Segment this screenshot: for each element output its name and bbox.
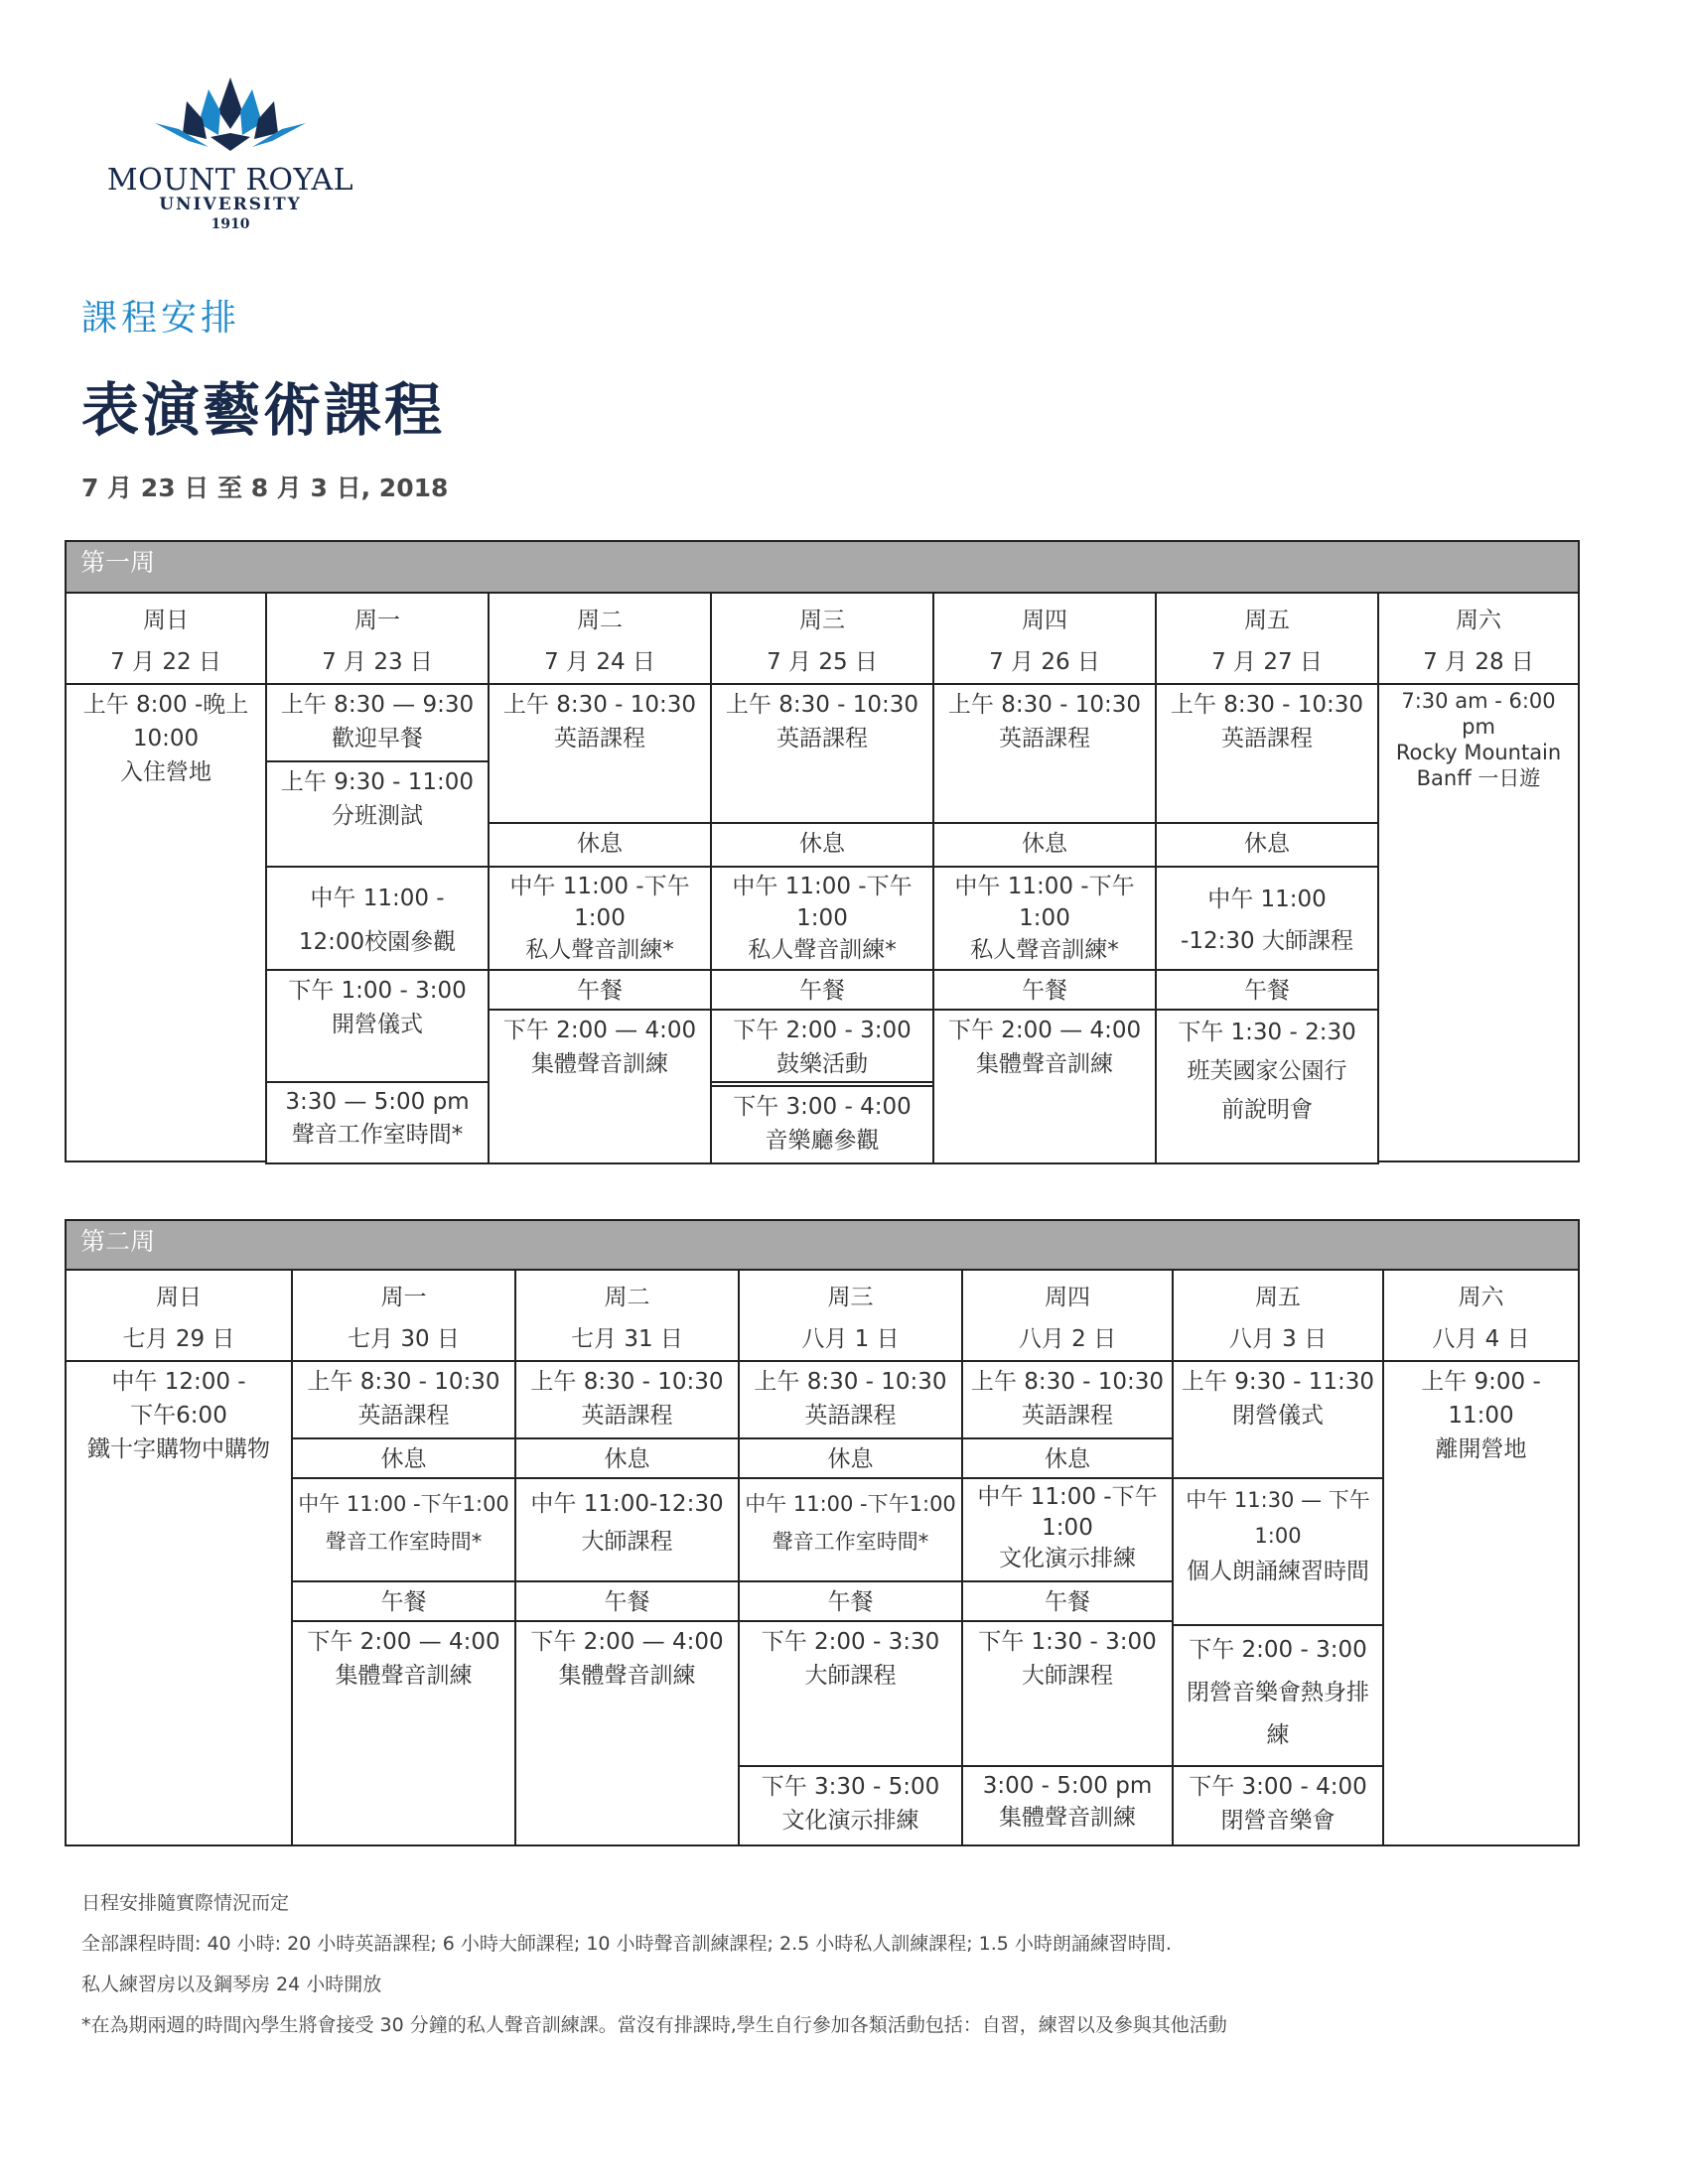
cell-line: 11:00 [1448,1403,1514,1429]
schedule-cell [711,823,933,867]
schedule-cell [292,1478,515,1581]
schedule-cell [1173,1361,1383,1478]
cell-line: 集體聲音訓練 [558,1663,696,1689]
cell-line: 下午 3:00 - 4:00 [733,1094,912,1120]
cell-line: 下午 2:00 — 4:00 [502,1018,697,1043]
cell-line: 上午 8:30 - 10:30 [947,692,1142,718]
day-header [266,593,489,684]
cell-line: 1:00 [1019,905,1070,931]
cell-line: 聲音工作室時間* [291,1122,464,1148]
schedule-cell [489,970,711,1010]
cell-line: 集體聲音訓練 [999,1805,1136,1831]
day-name: 周日 [156,1285,202,1310]
cell-line: 分班測試 [332,803,423,829]
cell-line: 下午 3:30 - 5:00 [761,1774,940,1800]
cell-line: 午餐 [1244,978,1290,1004]
schedule-cell [739,1478,962,1581]
day-date: 7 月 26 日 [989,649,1100,675]
cell-line: 上午 8:30 - 10:30 [1170,692,1364,718]
cell-line: 上午 9:30 - 11:30 [1181,1369,1375,1395]
footnotes [81,1890,1227,2053]
schedule-cell [1383,1361,1579,1845]
day-header [515,1270,739,1361]
schedule-cell [933,1010,1156,1163]
cell-line: 大師課程 [1022,1663,1113,1689]
schedule-cell [292,1361,515,1438]
day-date: 八月 2 日 [1018,1326,1117,1352]
cell-line: 午餐 [1045,1589,1090,1615]
day-name: 周六 [1456,608,1501,633]
cell-line: Banff 一日遊 [1416,766,1541,790]
page-subtitle: 課程安排 [81,298,241,339]
cell-line: 3:00 - 5:00 pm [982,1773,1153,1799]
note-line: 私人練習房以及鋼琴房 24 小時開放 [81,1974,382,1995]
cell-line: 集體聲音訓練 [335,1663,473,1689]
cell-line: 英語課程 [357,1403,450,1429]
logo-university: UNIVERSITY [159,195,302,214]
cell-line: 12:00校園參觀 [298,928,457,955]
day-header [1173,1270,1383,1361]
cell-line: 中午 11:00 -下午 [509,874,690,899]
cell-line: 個人朗誦練習時間 [1187,1559,1369,1584]
day-name: 周一 [354,608,400,633]
cell-line: 休息 [1022,831,1067,857]
cell-line: 鐵十字購物中購物 [87,1436,270,1462]
cell-line: 中午 11:00 - [310,885,445,911]
day-header [1383,1270,1579,1361]
day-date: 七月 29 日 [122,1326,235,1352]
cell-line: 私人聲音訓練* [970,937,1119,963]
note-line: *在為期兩週的時間內學生將會接受 30 分鐘的私人聲音訓練課。當沒有排課時,學生自行參加各類活動包括：自習，練習以及參與其他活動 [81,2014,1227,2036]
schedule-cell [515,1438,739,1478]
cell-line: 離開營地 [1435,1436,1527,1462]
schedule-cell [266,970,489,1082]
cell-line: 班芙國家公園行 [1187,1058,1347,1084]
university-logo [103,71,361,242]
day-name: 周二 [577,608,623,633]
day-date: 7 月 27 日 [1211,649,1323,675]
cell-line: 聲音工作室時間* [772,1530,929,1554]
cell-line: 練 [1266,1722,1290,1748]
schedule-cell [489,867,711,970]
cell-line: 午餐 [577,978,623,1004]
cell-line: 下午 1:00 - 3:00 [288,978,467,1004]
schedule-cell [266,684,489,761]
cell-line: 休息 [1045,1446,1090,1472]
schedule-cell [739,1581,962,1621]
cell-line: 休息 [577,831,623,857]
cell-line: 英語課程 [1022,1403,1113,1429]
schedule-cell [66,1361,292,1845]
week2-table [65,1219,1580,1846]
schedule-cell [739,1438,962,1478]
schedule-cell [515,1478,739,1581]
day-name: 周二 [604,1285,650,1310]
cell-line: 午餐 [604,1589,650,1615]
cell-line: 前說明會 [1221,1097,1313,1123]
cell-line: 上午 8:30 - 10:30 [754,1369,947,1395]
cell-line: 上午 8:30 - 10:30 [502,692,697,718]
cell-line: 集體聲音訓練 [976,1051,1113,1077]
day-header [711,593,933,684]
day-name: 周五 [1255,1285,1301,1310]
cell-line: 7:30 am - 6:00 [1401,689,1556,713]
day-header [66,593,266,684]
schedule-cell [266,761,489,867]
cell-line: 上午 8:30 - 10:30 [530,1369,724,1395]
schedule-cell [962,1621,1173,1766]
cell-line: 中午 12:00 - [111,1369,246,1395]
cell-line: 歡迎早餐 [332,726,423,751]
cell-line: 中午 11:00 -下午 [732,874,913,899]
schedule-cell [489,684,711,823]
cell-line: 休息 [380,1446,427,1472]
day-name: 周日 [143,608,189,633]
cell-line: 1:00 [796,905,848,931]
week1-banner: 第一周 [66,541,1579,593]
cell-line: 午餐 [827,1589,874,1615]
day-date: 7 月 24 日 [544,649,655,675]
cell-line: 下午 2:00 — 4:00 [530,1629,724,1655]
schedule-cell [711,970,933,1010]
schedule-cell [739,1621,962,1766]
schedule-cell [1156,684,1378,823]
day-name: 周四 [1022,608,1067,633]
cell-line: 3:30 — 5:00 pm [285,1089,470,1115]
schedule-cell [1173,1478,1383,1625]
week1-table [65,540,1580,1164]
cell-line: 中午 11:00 -下午1:00 [745,1492,956,1516]
schedule-cell [962,1766,1173,1845]
cell-line: 下午6:00 [130,1403,227,1429]
schedule-cell [515,1621,739,1845]
day-header [1378,593,1579,684]
schedule-cell [933,970,1156,1010]
cell-line: 大師課程 [581,1529,673,1555]
schedule-cell [1156,823,1378,867]
schedule-cell [933,823,1156,867]
cell-line: 上午 8:30 - 10:30 [970,1369,1165,1395]
cell-line: 休息 [827,1446,874,1472]
schedule-cell [711,1086,933,1163]
cell-line: 中午 11:30 — 下午1:00 [1186,1488,1370,1548]
schedule-cell [933,684,1156,823]
cell-line: 中午 11:00 -下午1:00 [298,1492,509,1516]
cell-line: 下午 1:30 - 3:00 [978,1629,1157,1655]
schedule-cell [1173,1766,1383,1845]
cell-line: Rocky Mountain [1395,741,1562,764]
cell-line: 下午 2:00 — 4:00 [307,1629,500,1655]
day-header [489,593,711,684]
cell-line: 下午 1:30 - 2:30 [1178,1020,1356,1045]
logo-year: 1910 [211,216,250,232]
date-range: 7 月 23 日 至 8 月 3 日, 2018 [81,474,449,502]
cell-line: 閉營音樂會 [1220,1808,1336,1834]
cell-line: 中午 11:00 -下午 [977,1484,1158,1510]
day-name: 周三 [827,1285,874,1310]
cell-line: 上午 8:30 - 10:30 [725,692,919,718]
day-name: 周五 [1244,608,1290,633]
schedule-cell [266,867,489,970]
maple-leaf-logo-icon [149,71,312,155]
cell-line: 上午 8:30 — 9:30 [280,692,475,718]
cell-line: 文化演示排練 [781,1808,919,1834]
cell-line: 英語課程 [776,726,868,751]
schedule-cell [515,1361,739,1438]
day-header [66,1270,292,1361]
day-date: 7 月 22 日 [110,649,221,675]
schedule-cell [711,684,933,823]
day-name: 周四 [1045,1285,1090,1310]
schedule-cell [1378,684,1579,1161]
day-date: 7 月 25 日 [767,649,878,675]
schedule-cell [711,867,933,970]
cell-line: 1:00 [574,905,626,931]
cell-line: 鼓樂活動 [776,1051,868,1077]
logo-name: MOUNT ROYAL [106,163,354,198]
day-header [1156,593,1378,684]
schedule-cell [292,1621,515,1845]
cell-line: 英語課程 [554,726,645,751]
schedule-cell [739,1361,962,1438]
cell-line: 私人聲音訓練* [525,937,674,963]
day-header [962,1270,1173,1361]
cell-line: 休息 [1244,831,1290,857]
cell-line: 英語課程 [999,726,1090,751]
cell-line: 下午 2:00 - 3:00 [1189,1637,1367,1663]
day-header [933,593,1156,684]
note-line: 全部課程時間: 40 小時: 20 小時英語課程; 6 小時大師課程; 10 小時聲音訓練課程; 2.5 小時私人訓練課程; 1.5 小時朗誦練習時間. [81,1933,1172,1955]
cell-line: 中午 11:00 [1207,886,1327,912]
day-date: 7 月 23 日 [322,649,433,675]
schedule-cell [66,684,266,1161]
cell-line: 大師課程 [804,1663,897,1689]
cell-line: 午餐 [799,978,845,1004]
day-name: 周三 [799,608,845,633]
cell-line: 閉營儀式 [1232,1403,1324,1429]
cell-line: 10:00 [132,726,200,751]
day-name: 周一 [380,1285,427,1310]
cell-line: 午餐 [1022,978,1067,1004]
day-date: 七月 30 日 [348,1326,460,1352]
cell-line: 文化演示排練 [999,1546,1136,1571]
cell-line: -12:30 大師課程 [1181,927,1353,954]
cell-line: 下午 2:00 - 3:30 [761,1629,940,1655]
cell-line: 1:00 [1042,1515,1093,1541]
page-title: 表演藝術課程 [81,376,446,444]
day-date: 七月 31 日 [571,1326,683,1352]
cell-line: 音樂廳參觀 [765,1128,880,1154]
cell-line: 中午 11:00 -下午 [954,874,1135,899]
day-date: 7 月 28 日 [1423,649,1534,675]
cell-line: 英語課程 [804,1403,897,1429]
schedule-cell [1173,1625,1383,1766]
day-date: 八月 4 日 [1432,1326,1530,1352]
cell-line: 下午 3:00 - 4:00 [1189,1774,1367,1800]
schedule-cell [515,1581,739,1621]
cell-line: 開營儀式 [332,1012,423,1037]
schedule-cell [962,1581,1173,1621]
cell-line: 午餐 [380,1589,427,1615]
schedule-cell [711,1010,933,1082]
day-date: 八月 1 日 [801,1326,900,1352]
cell-line: 上午 8:00 -晚上 [82,692,249,718]
schedule-cell [1156,970,1378,1010]
cell-line: 上午 9:30 - 11:00 [280,769,475,795]
cell-line: 集體聲音訓練 [531,1051,668,1077]
cell-line: pm [1462,715,1495,739]
schedule-cell [962,1478,1173,1581]
schedule-cell [739,1766,962,1845]
schedule-cell [1156,867,1378,970]
day-name: 周六 [1458,1285,1504,1310]
schedule-cell [962,1361,1173,1438]
day-header [739,1270,962,1361]
week2-banner: 第二周 [66,1220,1579,1270]
cell-line: 聲音工作室時間* [325,1530,483,1554]
schedule-cell [962,1438,1173,1478]
schedule-cell [933,867,1156,970]
schedule-cell [266,1082,489,1163]
schedule-cell [1156,1010,1378,1163]
schedule-cell [292,1438,515,1478]
cell-line: 上午 9:00 - [1421,1369,1541,1395]
cell-line: 私人聲音訓練* [748,937,897,963]
cell-line: 休息 [799,831,845,857]
schedule-cell [489,823,711,867]
note-line: 日程安排隨實際情況而定 [81,1892,290,1914]
schedule-cell [292,1581,515,1621]
schedule-cell [489,1010,711,1163]
cell-line: 休息 [604,1446,650,1472]
day-date: 八月 3 日 [1228,1326,1328,1352]
cell-line: 英語課程 [581,1403,673,1429]
day-header [292,1270,515,1361]
cell-line: 英語課程 [1221,726,1313,751]
cell-line: 下午 2:00 — 4:00 [947,1018,1142,1043]
cell-line: 上午 8:30 - 10:30 [307,1369,500,1395]
cell-line: 中午 11:00-12:30 [530,1491,724,1517]
cell-line: 閉營音樂會熱身排 [1187,1680,1369,1706]
cell-line: 下午 2:00 - 3:00 [733,1018,912,1043]
cell-line: 入住營地 [120,759,211,785]
